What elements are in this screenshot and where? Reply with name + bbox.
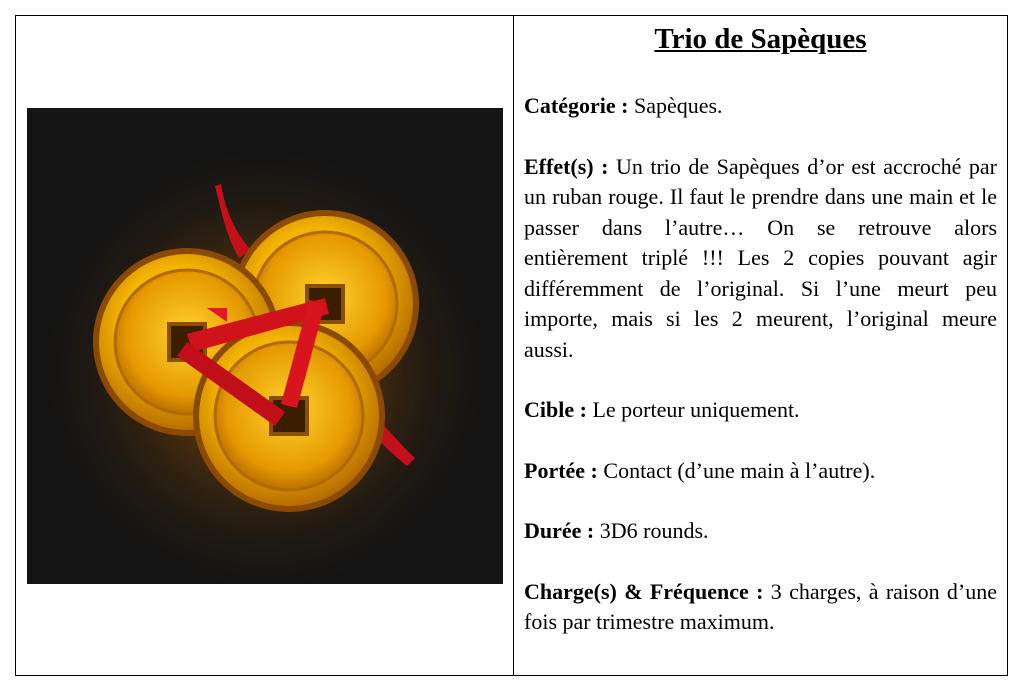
coins-illustration-icon: [27, 108, 503, 584]
field-categorie-value: Sapèques.: [633, 93, 723, 118]
description-panel: [514, 16, 1007, 675]
field-cible-label: Cible :: [524, 397, 587, 422]
field-duree: [524, 516, 997, 547]
field-categorie: [524, 91, 997, 122]
item-card: [15, 15, 1008, 676]
field-portee: [524, 456, 997, 487]
field-cible: [524, 395, 997, 426]
card-title: Trio de Sapèques: [654, 23, 867, 55]
field-duree-label: Durée :: [524, 518, 595, 543]
coins-image: [27, 108, 503, 584]
field-portee-value: Contact (d’une main à l’autre).: [603, 457, 876, 483]
field-cible-value: Le porteur uniquement.: [592, 397, 800, 422]
field-duree-value: 3D6 rounds.: [599, 518, 709, 543]
field-charge: [524, 577, 997, 638]
field-charge-label: Charge(s) & Fréquence :: [524, 578, 764, 604]
field-charge-value: 3 charges, à raison d’une fois par trimestre maximum.: [524, 578, 997, 634]
field-categorie-label: Catégorie :: [524, 93, 629, 118]
field-portee-label: Portée :: [524, 457, 598, 483]
image-panel: [16, 16, 514, 675]
field-effet-label: Effet(s) :: [524, 153, 609, 179]
field-effet-value: Un trio de Sapèques d’or est accroché par un ruban rouge. Il faut le prendre dans une main et le passer dans l’autre… On se retrouve alors entièrement triplé !!! Les 2 copies pouvant agir différemment de l’original. Si l’une meurt peu importe, mais si les 2 meurent, l’original meure aussi.: [524, 153, 998, 362]
field-effet: [524, 152, 997, 366]
